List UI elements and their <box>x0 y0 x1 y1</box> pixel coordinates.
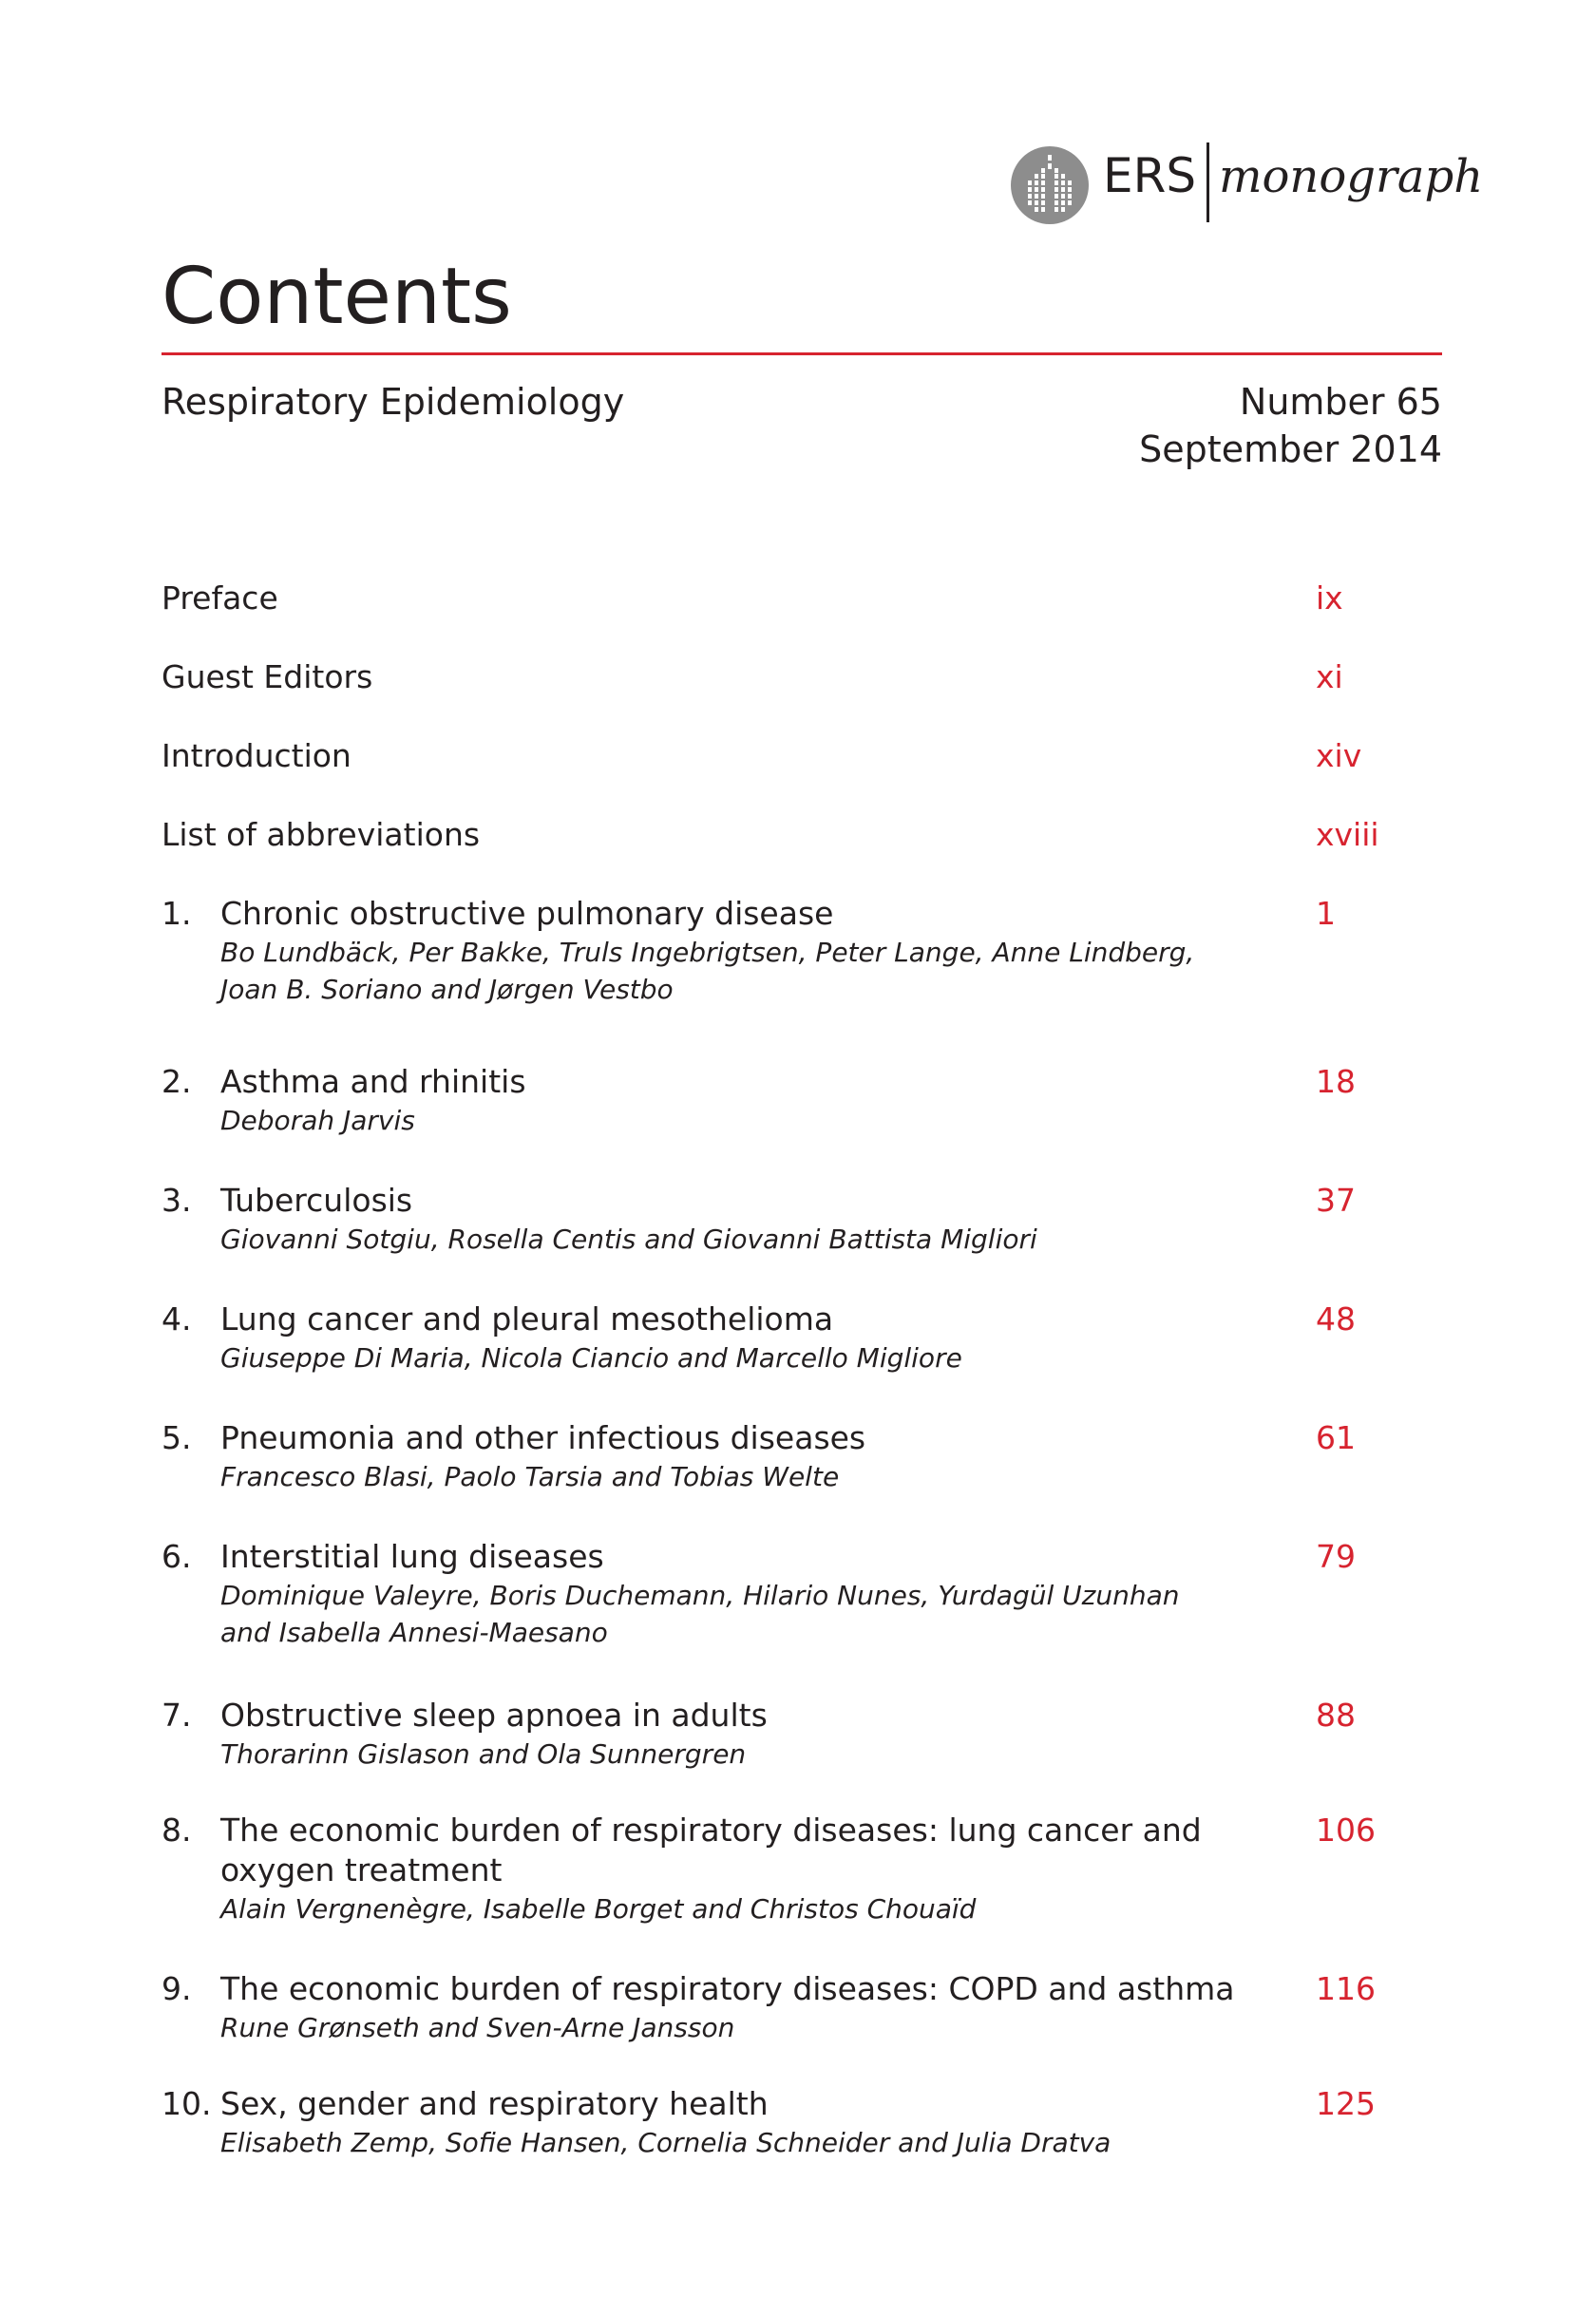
toc-entry-title: List of abbreviations <box>162 816 481 853</box>
toc-entry-page[interactable]: xiv <box>1316 737 1362 774</box>
chapter-title: Pneumonia and other infectious diseases <box>220 1419 866 1456</box>
chapter-title: Sex, gender and respiratory health <box>220 2085 769 2122</box>
chapter-page[interactable]: 48 <box>1316 1300 1356 1338</box>
chapter-number: 7. <box>162 1697 192 1734</box>
chapter-number: 5. <box>162 1419 192 1456</box>
chapter-authors: Deborah Jarvis <box>220 1105 415 1136</box>
chapter-authors: Giovanni Sotgiu, Rosella Centis and Giovanni Battista Migliori <box>220 1224 1037 1255</box>
chapter-title: Chronic obstructive pulmonary disease <box>220 895 834 932</box>
chapter-title: The economic burden of respiratory diseases: COPD and asthma <box>220 1970 1235 2007</box>
chapter-title: Tuberculosis <box>220 1182 413 1219</box>
chapter-page[interactable]: 18 <box>1316 1063 1356 1100</box>
issue-info <box>1139 381 1442 479</box>
logo-product-text: monograph <box>1219 150 1484 203</box>
chapter-authors: Elisabeth Zemp, Sofie Hansen, Cornelia Schneider and Julia Dratva <box>220 2127 1112 2158</box>
chapter-page[interactable]: 106 <box>1316 1812 1376 1849</box>
chapter-title: Obstructive sleep apnoea in adults <box>220 1697 768 1734</box>
chapter-number: 1. <box>162 895 192 932</box>
chapter-number: 4. <box>162 1300 192 1338</box>
chapter-authors: Giuseppe Di Maria, Nicola Ciancio and Marcello Migliore <box>220 1342 962 1374</box>
toc-entry-page[interactable]: ix <box>1316 579 1343 617</box>
toc-entry-title: Guest Editors <box>162 658 373 695</box>
ers-monograph-logo <box>1010 142 1484 228</box>
chapter-title: Interstitial lung diseases <box>220 1538 604 1575</box>
title-rule <box>162 352 1442 355</box>
chapter-authors: Alain Vergnenègre, Isabelle Borget and Christos Chouaïd <box>220 1893 977 1925</box>
chapter-title: Asthma and rhinitis <box>220 1063 526 1100</box>
logo-brand-text: ERS <box>1103 148 1197 203</box>
chapter-authors: Bo Lundbäck, Per Bakke, Truls Ingebrigtsen, Peter Lange, Anne Lindberg, Joan B. Soriano and Jørgen Vestbo <box>220 937 1195 1005</box>
logo-divider <box>1206 142 1209 222</box>
toc-entry-page[interactable]: xi <box>1316 658 1343 695</box>
chapter-page[interactable]: 116 <box>1316 1970 1376 2007</box>
chapter-page[interactable]: 61 <box>1316 1419 1356 1456</box>
chapter-number: 9. <box>162 1970 192 2007</box>
chapter-authors: Thorarinn Gislason and Ola Sunnergren <box>220 1738 747 1770</box>
series-title: Respiratory Epidemiology <box>162 381 625 423</box>
chapter-page[interactable]: 79 <box>1316 1538 1356 1575</box>
toc-entry-title: Preface <box>162 579 278 617</box>
chapter-page[interactable]: 88 <box>1316 1697 1356 1734</box>
chapter-page[interactable]: 125 <box>1316 2085 1376 2122</box>
chapter-authors: Francesco Blasi, Paolo Tarsia and Tobias Welte <box>220 1461 840 1492</box>
chapter-authors: Dominique Valeyre, Boris Duchemann, Hilario Nunes, Yurdagül Uzunhan and Isabella Annesi-Maesano <box>220 1580 1180 1648</box>
chapter-title: Lung cancer and pleural mesothelioma <box>220 1300 834 1338</box>
chapter-authors: Rune Grønseth and Sven-Arne Jansson <box>220 2012 735 2043</box>
page-title: Contents <box>162 252 512 342</box>
chapter-number: 6. <box>162 1538 192 1575</box>
toc-entry-title: Introduction <box>162 737 352 774</box>
issue-date: September 2014 <box>1139 428 1442 470</box>
chapter-page[interactable]: 37 <box>1316 1182 1356 1219</box>
chapter-title: The economic burden of respiratory diseases: lung cancer and oxygen treatment <box>220 1812 1202 1888</box>
toc-entry-page[interactable]: xviii <box>1316 816 1379 853</box>
chapter-number: 10. <box>162 2085 212 2122</box>
chapter-page[interactable]: 1 <box>1316 895 1336 932</box>
chapter-number: 2. <box>162 1063 192 1100</box>
chapter-number: 8. <box>162 1812 192 1849</box>
lungs-logo-icon <box>1010 145 1090 225</box>
chapter-number: 3. <box>162 1182 192 1219</box>
issue-number: Number 65 <box>1239 381 1442 423</box>
